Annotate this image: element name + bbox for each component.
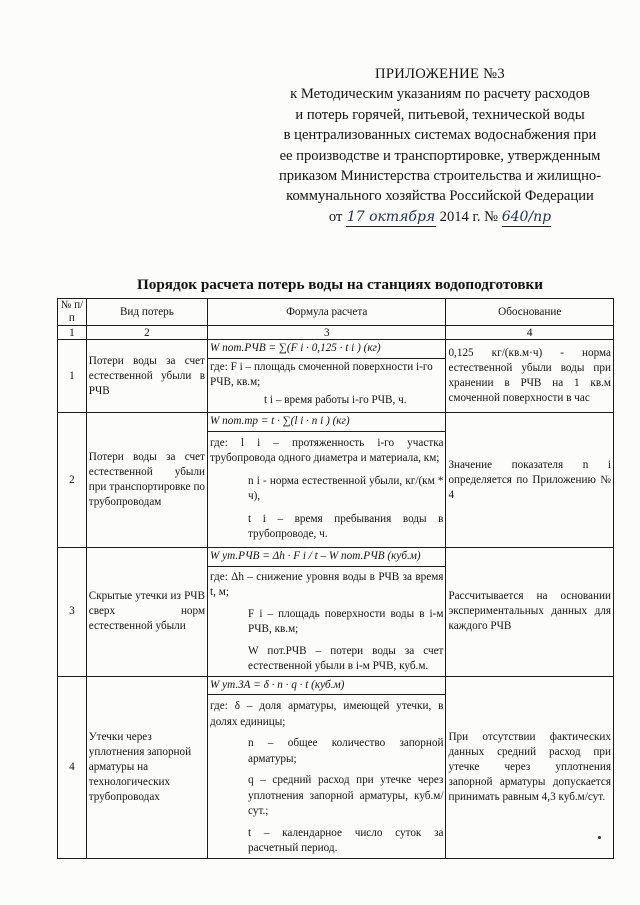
appendix-header [270, 64, 610, 227]
basis: Рассчитывается на основании экспериментальных данных для каждого РЧВ [446, 548, 614, 677]
header-line: к Методическим указаниям по расчету расходов [290, 86, 590, 103]
table-row [58, 548, 614, 677]
handwritten-order-number: 640/пр [501, 208, 552, 225]
loss-type: Потери воды за счет естественной убыли в РЧВ [86, 340, 207, 413]
column-index-row [58, 326, 614, 340]
formula-equation: W пот.тр = t · ∑(l i · n i ) (кг) [208, 413, 445, 432]
row-number: 1 [58, 340, 87, 413]
formula-explanation: где: l i – протяженность i-го участка трубопровода одного диаметра и материала, км; [210, 436, 444, 464]
column-index: 2 [86, 326, 207, 340]
header-line: в централизованных системах водоснабжения при [283, 127, 597, 144]
table-header-row [58, 299, 614, 326]
formula-cell [208, 340, 446, 413]
basis: При отсутствии фактических данных средний расход при утечке через уплотнения запорной арматуры допускается принимать равным 4,3 куб.м/сут. [446, 676, 614, 858]
header-formula: Формула расчета [208, 299, 446, 326]
losses-table [57, 298, 614, 859]
formula-equation: W ут.ЗА = δ · n · q · t (куб.м) [208, 677, 445, 696]
loss-type: Скрытые утечки из РЧВ сверх норм естественной убыли [86, 548, 207, 677]
date-prefix: от [328, 208, 343, 225]
formula-explanation: t i – время пребывания воды в трубопроводе, ч. [248, 512, 444, 540]
page-mark [598, 836, 601, 839]
formula-explanation: W пот.РЧВ – потери воды за счет естественной убыли в i-м РЧВ, куб.м. [248, 644, 444, 672]
formula-explanation: где: F i – площадь смоченной поверхности i-го РЧВ, кв.м; [210, 360, 433, 388]
formula-explanation: q – средний расход при утечке через уплотнения запорной арматуры, куб.м/сут.; [248, 774, 444, 817]
column-index: 3 [208, 326, 446, 340]
formula-explanation: t – календарное число суток за расчетный период. [248, 826, 444, 854]
appendix-number: ПРИЛОЖЕНИЕ №3 [374, 66, 506, 82]
formula-cell [208, 413, 446, 548]
formula-equation: W пот.РЧВ = ∑(F i · 0,125 · t i ) (кг) [208, 340, 445, 359]
column-index: 1 [58, 326, 87, 340]
handwritten-date: 17 октября [346, 208, 436, 225]
basis: 0,125 кг/(кв.м·ч) - норма естественной убыли воды при хранении в РЧВ на 1 кв.м смоченной поверхности в час [446, 340, 614, 413]
formula-explanation: где: δ – доля арматуры, имеющей утечки, в долях единицы; [210, 700, 444, 728]
header-basis: Обоснование [446, 299, 614, 326]
basis: Значение показателя n i определяется по Приложению № 4 [446, 413, 614, 548]
formula-explanation: n i - норма естественной убыли, кг/(км * ч), [248, 474, 444, 502]
formula-explanation: n – общее количество запорной арматуры; [248, 737, 444, 765]
header-line: коммунального хозяйства Российской Федерации [286, 188, 594, 205]
row-number: 3 [58, 548, 87, 677]
formula-equation: W ут.РЧВ = Δh · F i / t – W пот.РЧВ (куб.м) [208, 548, 445, 567]
loss-type: Утечки через уплотнения запорной арматуры на технологических трубопроводах [86, 676, 207, 858]
row-number: 2 [58, 413, 87, 548]
header-type: Вид потерь [86, 299, 207, 326]
header-num: № п/п [58, 299, 87, 326]
formula-cell [208, 676, 446, 858]
document-title: Порядок расчета потерь воды на станциях водоподготовки [136, 276, 544, 293]
formula-explanation: F i – площадь поверхности воды в i-м РЧВ, кв.м; [248, 607, 444, 635]
formula-explanation: где: Δh – снижение уровня воды в РЧВ за время t, м; [210, 570, 444, 598]
table-row [58, 413, 614, 548]
formula-cell [208, 548, 446, 677]
header-line: приказом Министерства строительства и жилищно- [278, 168, 602, 185]
table-row [58, 676, 614, 858]
table-row [58, 340, 614, 413]
formula-explanation: t i – время работы i-го РЧВ, ч. [264, 393, 407, 406]
loss-type: Потери воды за счет естественной убыли при транспортировке по трубопроводам [86, 413, 207, 548]
order-date-line [270, 207, 610, 227]
column-index: 4 [446, 326, 614, 340]
header-line: и потерь горячей, питьевой, технической воды [295, 106, 585, 123]
header-line: ее производстве и транспортировке, утвержденным [279, 147, 601, 164]
year-text: 2014 г. № [439, 208, 499, 225]
row-number: 4 [58, 676, 87, 858]
